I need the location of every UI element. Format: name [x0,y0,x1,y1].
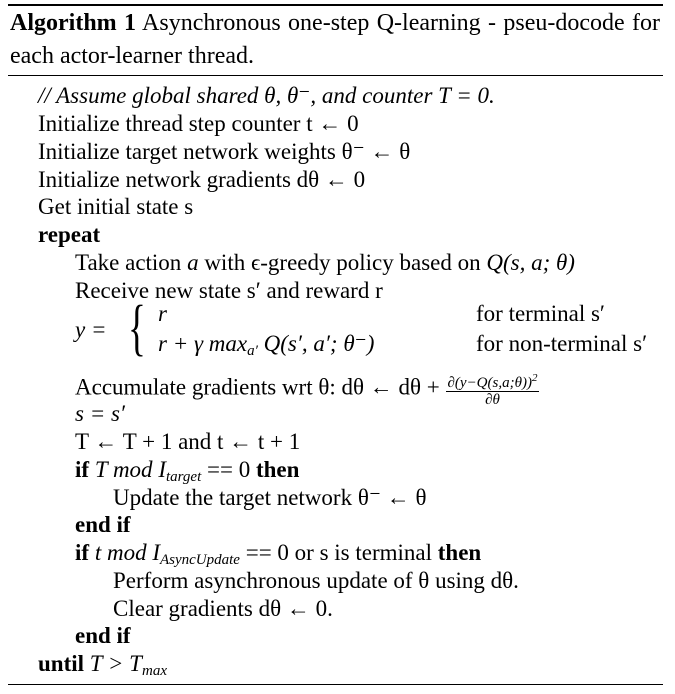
algorithm-label: Algorithm 1 [10,10,137,36]
accumulate-line [75,370,539,408]
if-target-mid: T mod [89,457,159,482]
until-condition: T > T [84,651,142,676]
get-state-line: Get initial state s [38,194,194,219]
top-rule [8,4,663,6]
if-keyword-2: if [75,540,90,565]
case2-expr: r + γ max [158,331,248,356]
caption-rule [8,75,663,76]
update-target-line: Update the target network θ⁻ ← θ [113,485,427,510]
receive-line: Receive new state s′ and reward r [75,278,383,303]
if-target-end: == 0 [201,457,256,482]
take-action-var-a: a [187,250,199,275]
until-line [38,650,167,685]
until-sub: max [141,663,167,679]
take-action-line [75,249,575,277]
case-terminal-condition: for terminal s′ [476,301,605,326]
until-keyword: until [38,651,85,676]
if-async-end: == 0 or s is terminal [239,540,438,565]
take-action-text-2: with ϵ-greedy policy based on [198,250,487,275]
case2-sub: a′ [247,343,258,359]
algorithm-title: Asynchronous one-step Q-learning - pseu-docode for each actor-learner thread. [10,10,660,69]
if-async-mid: t mod [89,540,153,565]
fraction-exponent: 2 [531,372,538,384]
algorithm-caption [10,7,660,73]
y-equals: y = [75,317,107,342]
fraction-numerator: ∂(y−Q(s,a;θ)) [447,375,532,391]
if-target-sub: target [165,469,202,485]
case2-rest: Q(s′, a′; θ⁻) [257,331,375,356]
init-counter-line: Initialize thread step counter t ← 0 [38,111,359,136]
end-if-keyword: end if [75,512,131,537]
gradient-fraction [446,370,540,408]
take-action-text-1: Take action [75,250,188,275]
if-target-I: I [158,457,166,482]
repeat-keyword: repeat [38,222,101,247]
if-keyword: if [75,457,90,482]
case-terminal-expr: r [158,301,167,326]
bottom-rule [8,684,663,685]
clear-gradients-line: Clear gradients dθ ← 0. [113,596,333,621]
case-nonterminal-expr [158,330,374,365]
init-gradients-line: Initialize network gradients dθ ← 0 [38,167,366,192]
accumulate-text: Accumulate gradients wrt θ: dθ ← dθ + [75,374,446,400]
if-async-sub: AsyncUpdate [159,552,240,568]
if-async-I: I [152,540,160,565]
end-if-keyword-2: end if [75,623,131,648]
counter-update-line: T ← T + 1 and t ← t + 1 [75,429,301,454]
then-keyword: then [255,457,300,482]
comment-line: // Assume global shared θ, θ⁻, and counter T = 0. [38,83,495,108]
perform-async-line: Perform asynchronous update of θ using dθ. [113,568,519,593]
fraction-denominator: ∂θ [485,392,500,408]
state-assign-line: s = s′ [75,401,125,426]
init-target-line: Initialize target network weights θ⁻ ← θ [38,139,411,164]
cases-brace: { [128,294,146,362]
take-action-q: Q(s, a; θ) [486,250,575,275]
case-nonterminal-condition: for non-terminal s′ [476,331,648,356]
then-keyword-2: then [437,540,482,565]
